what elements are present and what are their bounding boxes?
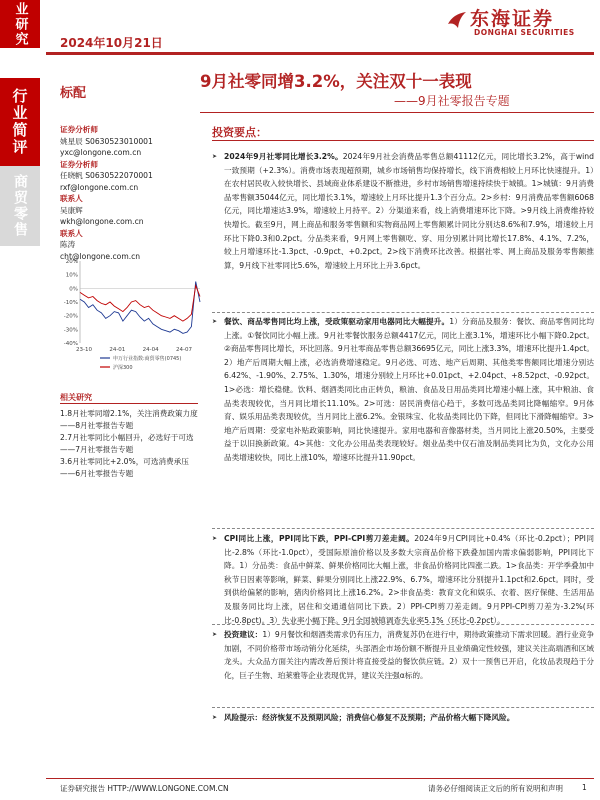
analyst-role: 证券分析师 — [60, 159, 98, 169]
page-number: 1 — [582, 783, 587, 792]
related-divider — [60, 403, 198, 404]
title-divider — [200, 112, 594, 113]
paragraph-risk — [212, 711, 594, 725]
side-banner — [0, 0, 40, 800]
analyst-role: 证券分析师 — [60, 125, 98, 134]
y-tick-label: 10% — [65, 272, 78, 279]
analyst-name: 吴康辉 — [60, 205, 83, 215]
x-tick-label: 23-10 — [76, 347, 92, 353]
series-line-1 — [80, 286, 200, 322]
related-title: 相关研究 — [60, 393, 92, 402]
paragraph-retail-sales — [212, 150, 594, 272]
paragraph-investment — [212, 628, 594, 682]
paragraph-lead: 2024年9月社零同比增长3.2%。 — [224, 152, 343, 161]
analyst-name: 陈涛 — [60, 240, 76, 249]
paragraph-cpi-ppi — [212, 532, 594, 627]
bullet-icon: ➤ — [212, 153, 218, 160]
footer-divider — [46, 778, 594, 779]
x-tick-label: 24-01 — [109, 347, 126, 353]
related-item[interactable]: 1.8月社零同增2.1%，关注消费政策力度——8月社零报告专题 — [60, 409, 198, 430]
series-line-0 — [80, 282, 200, 334]
paragraph-body: 2024年9月社会消费品零售总额41112亿元，同比增长3.2%，高于wind一致预期（+2.3%）。消费市场表现超预期，城乡市场销售均保持增长，线下消费相较上月环比快速提升。1）在农村居民收入较快增长、县域商业体系建设不断推进，乡村市场销售增速持续快于城镇。1>城镇：9月消费品零售额35044亿元，同比增长3.1%，增速较上月环比提升1.3个百分点。2>乡村：9月消费品零售额6068亿元，同比增速达3.9%，增速较上月持平。2）分渠道来看，线上消费增速环比下降。>9月线上消费维持较快增长。截至9月，网上商品和服务零售额和实物商品网上零售额累计同比分别达8.6%和7.9%，增速较上月环比下降0.3和0.2pct。分品类来看，9月网上零售额吃、穿、用分别累计同比增长17.8%、4.1%、7.2%，较上月增速环比-1.3pct、-0.9pct、+0.2pct。2>线下消费环比改善。根据社零、网上商品及服务零售额推算，9月线下社零同比5.6%，增速较上月环比上升3.6pct。 — [224, 152, 594, 270]
brand-name: 东海证券 — [470, 8, 555, 30]
report-subtitle: ——9月社零报告专题 — [394, 94, 510, 108]
vtab-industry: 行业简评 — [0, 78, 40, 166]
chart-svg — [58, 255, 206, 390]
analyst-email[interactable]: rxf@longone.com.cn — [60, 182, 139, 192]
y-tick-label: -10% — [63, 300, 78, 306]
paragraph-body: 2024年9月CPI同比+0.4%（环比-0.2pct）；PPI同比-2.8%（环比-1.0pct），受国际原油价格以及多数大宗商品价格下跌叠加国内需求偏弱影响，PPI同比下降。1）分品类：食品中鲜菜、鲜果价格同比大幅上涨，非食品价格同比四涨二跌。1>食品类：开学季叠加中秋节日因素等影响，鲜菜、鲜果分别同比上涨22.9%、6.7%，增速环比分别提升1.1pct和2.6pct。同时，受到供给偏紧的影响，猪肉价格同比上涨16.2%。2>非食品类：教育文化和娱乐、衣着、医疗保健、生活用品及服务同比均上涨，居住和交通通信同比下跌。2）PPI-CPI剪刀差走阔。9月PPI-CPI剪刀差为-3.2%(环比-0.8pct)。3）失业率小幅下降。9月全国城镇调查失业率5.1%（环比-0.2pct）。 — [224, 534, 594, 625]
related-item[interactable]: 2.7月社零同比小幅回升，必选好于可选——7月社零报告专题 — [60, 433, 194, 454]
paragraph-categories — [212, 315, 594, 465]
bullet-icon: ➤ — [212, 714, 218, 721]
analyst-email[interactable]: cht@longone.com.cn — [60, 251, 141, 261]
footer-disclaimer: 请务必仔细阅读正文后的所有说明和声明 — [428, 784, 563, 793]
bullet-icon: ➤ — [212, 318, 218, 325]
analyst-name: 姚星辰 S0630523010001 — [60, 136, 153, 146]
legend-label: 申万行业指数:商贸零售(0745) — [113, 356, 182, 362]
paragraph-body: 经济恢复不及预期风险；消费信心修复不及预期；产品价格大幅下降风险。 — [262, 713, 515, 722]
rating-label: 标配 — [60, 86, 87, 101]
related-item[interactable]: 3.6月社零同比+2.0%，可选消费承压——6月社零报告专题 — [60, 457, 189, 478]
paragraph-body: 1）分商品及服务：餐饮、商品零售同比均上涨。①餐饮同比小幅上涨。9月社零餐饮服务总额4417亿元，同比上涨3.1%，增速环比小幅下降0.2pct。②商品零售同比增长，环比回落。9月社零商品零售总额36695亿元，同比上涨3.3%，增速环比提升1.4pct。2）地产后周期大幅上涨，必选消费增速稳定。9月必选、可选、地产后周期、其他类零售额同比增速分别达6.42%、-1.90%、2.75%、1.30%，增速分别较上月环比+0.01pct、+2.04pct、+8.52pct、-0.92pct。1>必选：增长稳健。饮料、烟酒类同比由正转负，粮油、食品及日用品类同比增速小幅上涨，其中粮油、食品类表现较优，当月同比增长11.10%。2>可选：居民消费信心趋于，多数可选品类同比降幅缩窄。9月体育、娱乐用品类表现较优，当月同比上涨6.2%。金银珠宝、化妆品类同比仍下降，但同比下滑降幅缩窄。3>地产后周期：受家电补贴政策影响，同比快速提升。家用电器和音像器材类，当月同比上涨20.50%，主要受益于以旧换新政策。4>其他：文化办公用品类表现较好。烟业品类中仅石油及制品类同比为负，文化办公用品类增速较快，同比上涨10%，增速环比提升11.90pct。 — [224, 317, 594, 462]
paragraph-lead: 风险提示： — [224, 713, 263, 722]
paragraph-divider — [212, 312, 594, 313]
report-date: 2024年10月21日 — [60, 36, 163, 50]
paragraph-lead: 餐饮、商品零售同比均上涨，受政策驱动家用电器同比大幅提升。 — [224, 317, 450, 326]
bullet-icon: ➤ — [212, 631, 218, 638]
y-tick-label: -30% — [63, 327, 78, 334]
brand-logo-icon — [445, 8, 469, 32]
y-tick-label: 0% — [69, 286, 78, 293]
analyst-list — [60, 124, 200, 262]
y-tick-label: -40% — [63, 341, 78, 347]
analyst-block — [60, 193, 200, 228]
vtab-sector: 商贸零售 — [0, 166, 40, 246]
vtab-report: 业研究 — [0, 0, 40, 48]
y-tick-label: -20% — [63, 313, 78, 320]
paragraph-divider — [212, 528, 594, 529]
x-tick-label: 24-04 — [142, 347, 159, 353]
paragraph-lead: CPI同比上涨，PPI同比下跌，PPI-CPI剪刀差走阔。 — [224, 534, 415, 543]
related-research — [60, 392, 200, 480]
header-divider — [46, 52, 594, 55]
analyst-block — [60, 159, 200, 194]
paragraph-body: 1）9月餐饮和烟酒类需求仍有压力，消费复苏仍在进行中，期待政策推动下需求回暖。酒行业竞争加剧，不同价格带市场动销分化延续，头部酒企市场份额不断提升且业绩确定性较强，建议关注高端酒和区域龙头。大众品方面关注内需改善后预计将直接受益的餐饮供应链。2）双十一预售已开启，化妆品表现趋于分化，巨子生物、珀莱雅等企业表现优异，建议关注强α标的。 — [224, 630, 594, 680]
x-tick-label: 24-07 — [176, 347, 192, 353]
brand-name-en: DONGHAI SECURITIES — [474, 28, 575, 37]
bullet-icon: ➤ — [212, 535, 218, 542]
index-performance-chart — [58, 255, 206, 390]
paragraph-divider — [212, 624, 594, 625]
analyst-email[interactable]: yxc@longone.com.cn — [60, 148, 142, 157]
analyst-role: 联系人 — [60, 194, 83, 203]
analyst-role: 联系人 — [60, 228, 83, 238]
legend-label: 沪深300 — [113, 365, 133, 371]
analyst-name: 任晓帆 S0630522070001 — [60, 171, 153, 180]
y-tick-label: 20% — [65, 259, 78, 265]
report-title: 9月社零同增3.2%，关注双十一表现 — [200, 72, 472, 91]
invest-points-heading: 投资要点： — [212, 126, 267, 139]
analyst-block — [60, 124, 200, 159]
analyst-email[interactable]: wkh@longone.com.cn — [60, 217, 144, 226]
paragraph-divider — [212, 707, 594, 708]
footer-website[interactable]: 证券研究报告 HTTP://WWW.LONGONE.COM.CN — [60, 784, 229, 793]
paragraph-lead: 投资建议： — [224, 630, 263, 639]
invest-divider — [212, 140, 594, 141]
